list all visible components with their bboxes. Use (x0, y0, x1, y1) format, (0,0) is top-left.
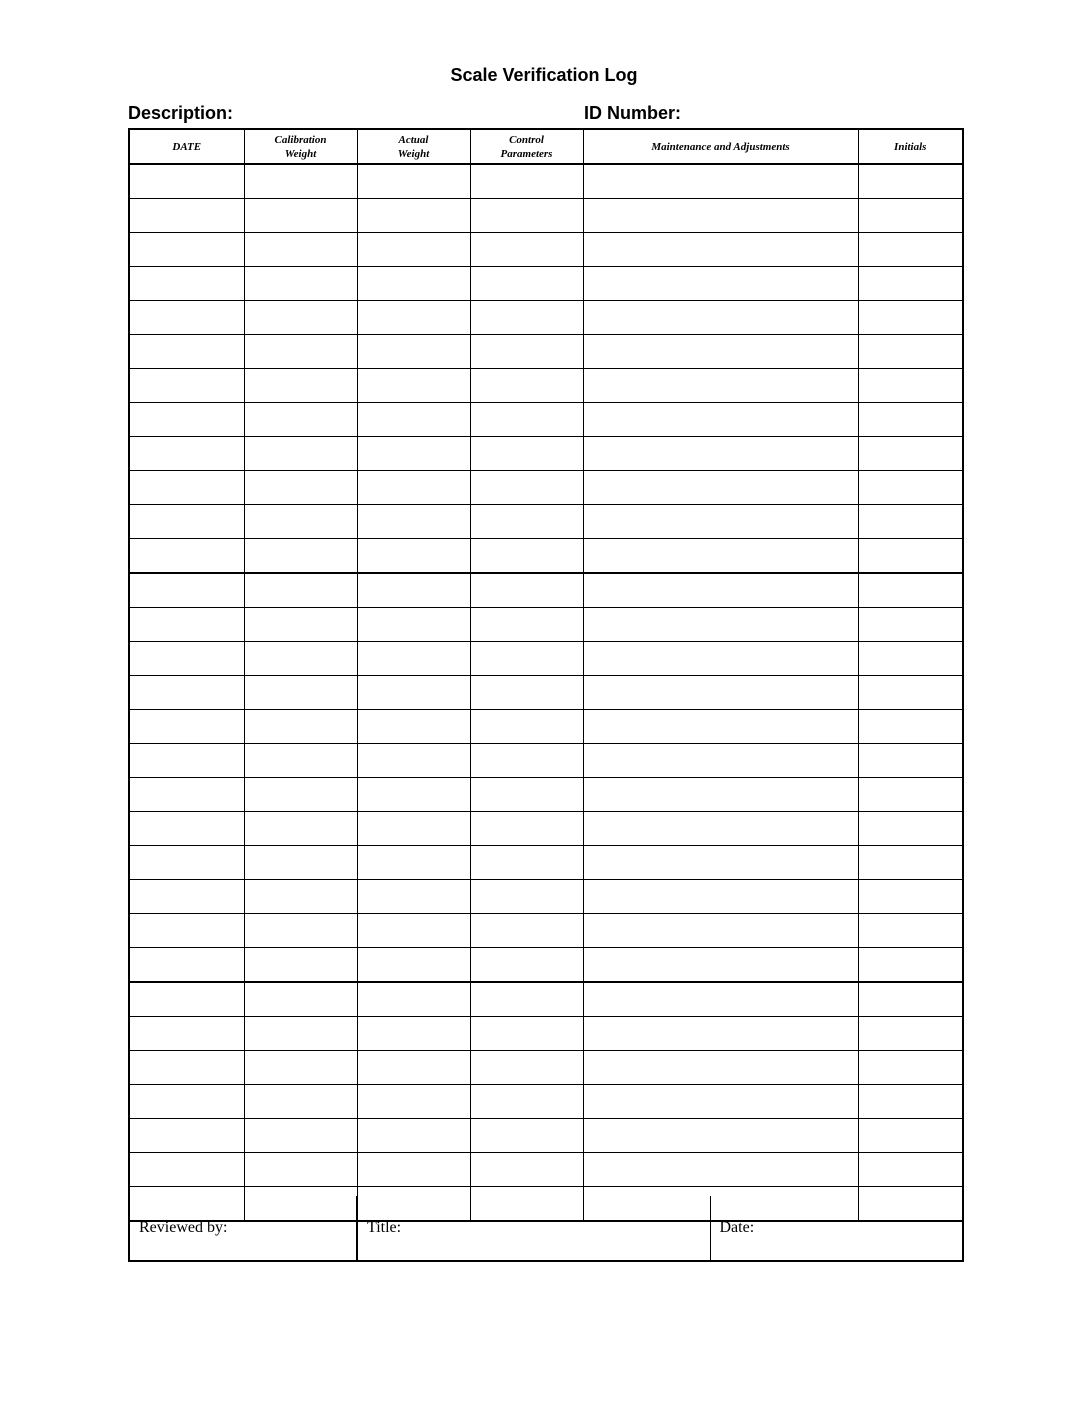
cell-date[interactable] (129, 539, 244, 574)
cell-initials[interactable] (858, 676, 963, 710)
cell-initials[interactable] (858, 710, 963, 744)
cell-calibration-weight[interactable] (244, 846, 357, 880)
cell-maintenance-adjustments[interactable] (583, 1085, 858, 1119)
cell-maintenance-adjustments[interactable] (583, 505, 858, 539)
column-header-control-parameters (470, 129, 583, 164)
cell-date[interactable] (129, 1085, 244, 1119)
cell-actual-weight[interactable] (357, 1017, 470, 1051)
cell-calibration-weight[interactable] (244, 1153, 357, 1187)
cell-control-parameters[interactable] (470, 1051, 583, 1085)
cell-maintenance-adjustments[interactable] (583, 471, 858, 505)
cell-calibration-weight[interactable] (244, 233, 357, 267)
cell-control-parameters[interactable] (470, 335, 583, 369)
cell-initials[interactable] (858, 505, 963, 539)
cell-actual-weight[interactable] (357, 369, 470, 403)
cell-initials[interactable] (858, 642, 963, 676)
table-row (129, 369, 963, 403)
cell-date[interactable] (129, 744, 244, 778)
column-header-initials (858, 129, 963, 164)
cell-initials[interactable] (858, 812, 963, 846)
cell-date[interactable] (129, 710, 244, 744)
title-field[interactable]: Title: (357, 1196, 710, 1261)
cell-initials[interactable] (858, 608, 963, 642)
cell-date[interactable] (129, 573, 244, 608)
cell-initials[interactable] (858, 437, 963, 471)
cell-date[interactable] (129, 880, 244, 914)
column-header-line: Weight (284, 147, 317, 160)
cell-initials[interactable] (858, 539, 963, 574)
cell-control-parameters[interactable] (470, 437, 583, 471)
table-row (129, 846, 963, 880)
cell-initials[interactable] (858, 335, 963, 369)
cell-control-parameters[interactable] (470, 642, 583, 676)
cell-actual-weight[interactable] (357, 1119, 470, 1153)
cell-calibration-weight[interactable] (244, 744, 357, 778)
table-row (129, 539, 963, 574)
cell-date[interactable] (129, 471, 244, 505)
id-number-label: ID Number: (584, 103, 682, 123)
cell-control-parameters[interactable] (470, 233, 583, 267)
table-row (129, 812, 963, 846)
cell-actual-weight[interactable] (357, 403, 470, 437)
cell-date[interactable] (129, 505, 244, 539)
cell-maintenance-adjustments[interactable] (583, 880, 858, 914)
table-row (129, 880, 963, 914)
cell-initials[interactable] (858, 1119, 963, 1153)
cell-control-parameters[interactable] (470, 539, 583, 574)
cell-calibration-weight[interactable] (244, 812, 357, 846)
cell-control-parameters[interactable] (470, 1017, 583, 1051)
cell-calibration-weight[interactable] (244, 676, 357, 710)
cell-maintenance-adjustments[interactable] (583, 301, 858, 335)
cell-maintenance-adjustments[interactable] (583, 676, 858, 710)
cell-maintenance-adjustments[interactable] (583, 267, 858, 301)
cell-control-parameters[interactable] (470, 164, 583, 199)
cell-control-parameters[interactable] (470, 403, 583, 437)
cell-actual-weight[interactable] (357, 335, 470, 369)
column-header-actual-weight (357, 129, 470, 164)
cell-control-parameters[interactable] (470, 1153, 583, 1187)
cell-calibration-weight[interactable] (244, 539, 357, 574)
cell-date[interactable] (129, 199, 244, 233)
cell-calibration-weight[interactable] (244, 505, 357, 539)
cell-calibration-weight[interactable] (244, 573, 357, 608)
cell-maintenance-adjustments[interactable] (583, 846, 858, 880)
verification-log-table (128, 128, 964, 1222)
cell-maintenance-adjustments[interactable] (583, 1153, 858, 1187)
cell-calibration-weight[interactable] (244, 1119, 357, 1153)
cell-date[interactable] (129, 1051, 244, 1085)
cell-initials[interactable] (858, 846, 963, 880)
cell-calibration-weight[interactable] (244, 437, 357, 471)
cell-calibration-weight[interactable] (244, 164, 357, 199)
cell-actual-weight[interactable] (357, 1085, 470, 1119)
cell-initials[interactable] (858, 1153, 963, 1187)
column-header-line: Parameters (500, 147, 553, 160)
cell-actual-weight[interactable] (357, 233, 470, 267)
cell-calibration-weight[interactable] (244, 1017, 357, 1051)
table-row (129, 437, 963, 471)
cell-control-parameters[interactable] (470, 676, 583, 710)
cell-actual-weight[interactable] (357, 1153, 470, 1187)
cell-date[interactable] (129, 233, 244, 267)
table-row (129, 744, 963, 778)
cell-actual-weight[interactable] (357, 539, 470, 574)
cell-calibration-weight[interactable] (244, 608, 357, 642)
column-header-line: Calibration (274, 133, 327, 146)
cell-date[interactable] (129, 1153, 244, 1187)
cell-date[interactable] (129, 778, 244, 812)
column-header-line: Initials (894, 140, 927, 153)
cell-control-parameters[interactable] (470, 301, 583, 335)
cell-calibration-weight[interactable] (244, 301, 357, 335)
cell-date[interactable] (129, 369, 244, 403)
cell-calibration-weight[interactable] (244, 948, 357, 983)
cell-date[interactable] (129, 437, 244, 471)
cell-actual-weight[interactable] (357, 301, 470, 335)
table-header-row (129, 129, 963, 164)
cell-calibration-weight[interactable] (244, 1051, 357, 1085)
cell-calibration-weight[interactable] (244, 914, 357, 948)
cell-initials[interactable] (858, 1051, 963, 1085)
cell-maintenance-adjustments[interactable] (583, 199, 858, 233)
table-row (129, 505, 963, 539)
cell-maintenance-adjustments[interactable] (583, 437, 858, 471)
cell-control-parameters[interactable] (470, 914, 583, 948)
cell-maintenance-adjustments[interactable] (583, 164, 858, 199)
cell-calibration-weight[interactable] (244, 199, 357, 233)
cell-initials[interactable] (858, 948, 963, 983)
column-header-date (129, 129, 244, 164)
cell-control-parameters[interactable] (470, 369, 583, 403)
cell-initials[interactable] (858, 233, 963, 267)
cell-calibration-weight[interactable] (244, 982, 357, 1017)
table-row (129, 233, 963, 267)
cell-initials[interactable] (858, 982, 963, 1017)
cell-maintenance-adjustments[interactable] (583, 982, 858, 1017)
cell-actual-weight[interactable] (357, 471, 470, 505)
cell-control-parameters[interactable] (470, 982, 583, 1017)
table-row (129, 1085, 963, 1119)
cell-control-parameters[interactable] (470, 1085, 583, 1119)
cell-maintenance-adjustments[interactable] (583, 914, 858, 948)
cell-actual-weight[interactable] (357, 812, 470, 846)
cell-maintenance-adjustments[interactable] (583, 642, 858, 676)
cell-calibration-weight[interactable] (244, 710, 357, 744)
cell-initials[interactable] (858, 778, 963, 812)
cell-actual-weight[interactable] (357, 710, 470, 744)
table-row (129, 335, 963, 369)
table-row (129, 164, 963, 199)
cell-date[interactable] (129, 608, 244, 642)
table-row (129, 1153, 963, 1187)
cell-maintenance-adjustments[interactable] (583, 573, 858, 608)
cell-maintenance-adjustments[interactable] (583, 608, 858, 642)
cell-control-parameters[interactable] (470, 471, 583, 505)
cell-initials[interactable] (858, 573, 963, 608)
cell-date[interactable] (129, 301, 244, 335)
table-row (129, 471, 963, 505)
cell-initials[interactable] (858, 914, 963, 948)
cell-maintenance-adjustments[interactable] (583, 1051, 858, 1085)
cell-maintenance-adjustments[interactable] (583, 369, 858, 403)
table-row (129, 301, 963, 335)
cell-maintenance-adjustments[interactable] (583, 403, 858, 437)
cell-date[interactable] (129, 914, 244, 948)
table-row (129, 914, 963, 948)
table-row (129, 710, 963, 744)
cell-date[interactable] (129, 403, 244, 437)
review-footer (128, 1196, 964, 1262)
table-row (129, 608, 963, 642)
cell-actual-weight[interactable] (357, 880, 470, 914)
cell-date[interactable] (129, 982, 244, 1017)
cell-maintenance-adjustments[interactable] (583, 710, 858, 744)
cell-actual-weight[interactable] (357, 505, 470, 539)
table-row (129, 199, 963, 233)
cell-control-parameters[interactable] (470, 505, 583, 539)
table-row (129, 1051, 963, 1085)
cell-calibration-weight[interactable] (244, 471, 357, 505)
cell-maintenance-adjustments[interactable] (583, 1017, 858, 1051)
cell-control-parameters[interactable] (470, 573, 583, 608)
cell-actual-weight[interactable] (357, 744, 470, 778)
log-body (129, 164, 963, 1221)
cell-initials[interactable] (858, 1017, 963, 1051)
cell-date[interactable] (129, 1017, 244, 1051)
cell-actual-weight[interactable] (357, 642, 470, 676)
table-row (129, 982, 963, 1017)
cell-actual-weight[interactable] (357, 778, 470, 812)
cell-date[interactable] (129, 812, 244, 846)
cell-control-parameters[interactable] (470, 812, 583, 846)
cell-date[interactable] (129, 267, 244, 301)
cell-actual-weight[interactable] (357, 846, 470, 880)
description-label: Description: (128, 103, 234, 123)
cell-actual-weight[interactable] (357, 199, 470, 233)
table-row (129, 573, 963, 608)
table-row (129, 948, 963, 983)
cell-maintenance-adjustments[interactable] (583, 778, 858, 812)
cell-calibration-weight[interactable] (244, 880, 357, 914)
cell-control-parameters[interactable] (470, 267, 583, 301)
cell-initials[interactable] (858, 301, 963, 335)
cell-actual-weight[interactable] (357, 437, 470, 471)
cell-calibration-weight[interactable] (244, 403, 357, 437)
cell-actual-weight[interactable] (357, 676, 470, 710)
cell-initials[interactable] (858, 369, 963, 403)
cell-calibration-weight[interactable] (244, 369, 357, 403)
table-row (129, 778, 963, 812)
cell-initials[interactable] (858, 267, 963, 301)
cell-initials[interactable] (858, 471, 963, 505)
cell-control-parameters[interactable] (470, 846, 583, 880)
cell-date[interactable] (129, 1119, 244, 1153)
cell-actual-weight[interactable] (357, 982, 470, 1017)
cell-actual-weight[interactable] (357, 914, 470, 948)
cell-maintenance-adjustments[interactable] (583, 539, 858, 574)
cell-initials[interactable] (858, 164, 963, 199)
table-row (129, 1119, 963, 1153)
cell-control-parameters[interactable] (470, 710, 583, 744)
table-row (129, 267, 963, 301)
page-title: Scale Verification Log (450, 65, 638, 85)
cell-initials[interactable] (858, 1085, 963, 1119)
cell-calibration-weight[interactable] (244, 642, 357, 676)
cell-actual-weight[interactable] (357, 948, 470, 983)
table-row (129, 642, 963, 676)
column-header-line: Actual (398, 133, 429, 146)
cell-calibration-weight[interactable] (244, 335, 357, 369)
cell-initials[interactable] (858, 403, 963, 437)
cell-maintenance-adjustments[interactable] (583, 744, 858, 778)
cell-maintenance-adjustments[interactable] (583, 233, 858, 267)
cell-maintenance-adjustments[interactable] (583, 948, 858, 983)
cell-calibration-weight[interactable] (244, 778, 357, 812)
cell-control-parameters[interactable] (470, 778, 583, 812)
cell-date[interactable] (129, 948, 244, 983)
table-row (129, 403, 963, 437)
cell-control-parameters[interactable] (470, 608, 583, 642)
cell-control-parameters[interactable] (470, 880, 583, 914)
cell-actual-weight[interactable] (357, 267, 470, 301)
cell-maintenance-adjustments[interactable] (583, 1119, 858, 1153)
column-header-maintenance-adjustments (583, 129, 858, 164)
table-row (129, 1017, 963, 1051)
cell-control-parameters[interactable] (470, 744, 583, 778)
cell-actual-weight[interactable] (357, 164, 470, 199)
cell-date[interactable] (129, 164, 244, 199)
cell-calibration-weight[interactable] (244, 1085, 357, 1119)
column-header-line: DATE (172, 140, 202, 153)
column-header-line: Weight (397, 147, 430, 160)
cell-maintenance-adjustments[interactable] (583, 335, 858, 369)
cell-date[interactable] (129, 846, 244, 880)
cell-calibration-weight[interactable] (244, 267, 357, 301)
column-header-line: Maintenance and Adjustments (651, 140, 790, 153)
column-header-calibration-weight (244, 129, 357, 164)
column-header-line: Control (509, 133, 544, 146)
date-field[interactable]: Date: (710, 1196, 963, 1261)
cell-control-parameters[interactable] (470, 948, 583, 983)
cell-date[interactable] (129, 642, 244, 676)
cell-initials[interactable] (858, 199, 963, 233)
cell-actual-weight[interactable] (357, 573, 470, 608)
cell-date[interactable] (129, 676, 244, 710)
reviewed-by-field[interactable]: Reviewed by: (129, 1196, 357, 1261)
cell-initials[interactable] (858, 744, 963, 778)
cell-actual-weight[interactable] (357, 1051, 470, 1085)
cell-control-parameters[interactable] (470, 199, 583, 233)
cell-actual-weight[interactable] (357, 608, 470, 642)
cell-initials[interactable] (858, 880, 963, 914)
cell-maintenance-adjustments[interactable] (583, 812, 858, 846)
table-row (129, 676, 963, 710)
review-row (129, 1196, 963, 1261)
cell-date[interactable] (129, 335, 244, 369)
cell-control-parameters[interactable] (470, 1119, 583, 1153)
